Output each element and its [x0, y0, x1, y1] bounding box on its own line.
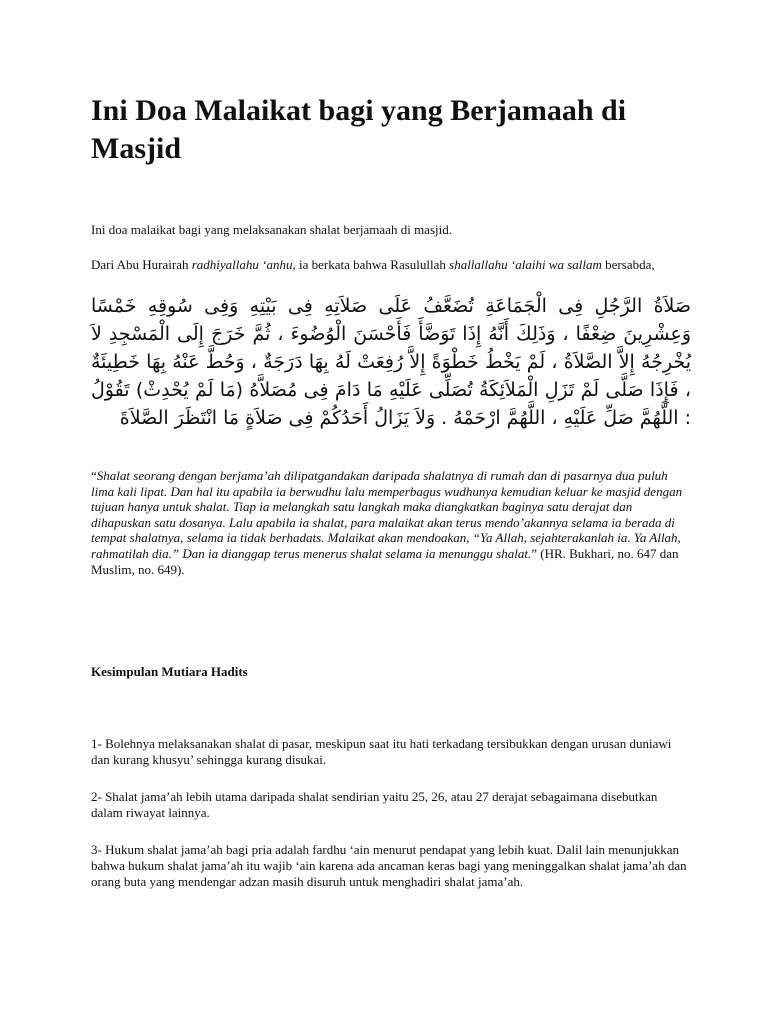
translation-citation: (HR. Bukhari, no. 647 dan Muslim, no. 649).: [91, 545, 679, 577]
narrator-mid: , ia berkata bahwa Rasulullah: [292, 257, 450, 272]
conclusion-point: 1- Bolehnya melaksanakan shalat di pasar, meskipun saat itu hati terkadang tersibukkan dengan urusan duniawi dan kurang khusyu’ sehingga kurang disukai.: [91, 736, 672, 767]
translation-body: Shalat seorang dengan berjama’ah dilipatgandakan daripada shalatnya di rumah dan di pasarnya dua puluh lima kali lipat. Dan hal itu apabila ia berwudhu lalu memperbagus wudhunya kemudian keluar ke masjid dengan tujuan hanya untuk shalat. Tiap ia melangkah satu langkah maka diangkatkan baginya satu derajat dan dihapuskan satu dosanya. Lalu apabila ia shalat, para malaikat akan terus mendo’akannya selama ia berada di tempat shalatnya, selama ia tidak berhadats. Malaikat akan mendoakan, “Ya Allah, sejahterakanlah ia. Ya Allah, rahmatilah dia.” Dan ia dianggap terus menerus shalat selama ia menunggu shalat.: [91, 468, 683, 561]
arabic-hadith-text: صَلاَةُ الرَّجُلِ فِى الْجَمَاعَةِ تُضَعَّفُ عَلَى صَلاَتِهِ فِى بَيْتِهِ وَفِى سُوقِهِ خَمْسًا وَعِشْرِينَ ضِعْفًا ، وَذَلِكَ أَنَّهُ إِذَا تَوَضَّأَ فَأَحْسَنَ الْوُضُوءَ ، ثُمَّ خَرَجَ إِلَى الْمَسْجِدِ لاَ يُخْرِجُهُ إِلاَّ الصَّلاَةُ ، لَمْ يَخْطُ خَطْوَةً إِلاَّ رُفِعَتْ لَهُ بِهَا دَرَجَةٌ ، وَحُطَّ عَنْهُ بِهَا خَطِيئَةٌ ، فَإِذَا صَلَّى لَمْ تَزَلِ الْمَلاَئِكَةُ تُصَلِّى عَلَيْهِ مَا دَامَ فِى مُصَلاَّهُ (مَا لَمْ يُحْدِثْ) تَقُوْلُ : اللَّهُمَّ صَلِّ عَلَيْهِ ، اللَّهُمَّ ارْحَمْهُ . وَلاَ يَزَالُ أَحَدُكُمْ فِى صَلاَةٍ مَا انْتَظَرَ الصَّلاَةَ: [91, 295, 691, 429]
narrator-paragraph: [91, 257, 691, 273]
translation-paragraph: [91, 468, 691, 577]
conclusion-point: 2- Shalat jama’ah lebih utama daripada shalat sendirian yaitu 25, 26, atau 27 derajat sebagaimana disebutkan dalam riwayat lainnya.: [91, 789, 658, 820]
narrator-honorific: radhiyallahu ‘anhu: [191, 257, 293, 272]
article-title: Ini Doa Malaikat bagi yang Berjamaah di Masjid: [91, 94, 627, 165]
narrator-pre: Dari Abu Hurairah: [91, 257, 192, 272]
intro-paragraph: Ini doa malaikat bagi yang melaksanakan shalat berjamaah di masjid.: [91, 222, 452, 237]
prophet-honorific: shallallahu ‘alaihi wa sallam: [449, 257, 602, 272]
narrator-post: bersabda,: [601, 257, 655, 272]
section-heading: Kesimpulan Mutiara Hadits: [91, 664, 248, 679]
translation-close-quote: ”: [531, 545, 537, 561]
translation-open-quote: “: [91, 468, 97, 483]
conclusion-point: 3- Hukum shalat jama’ah bagi pria adalah fardhu ‘ain menurut pendapat yang lebih kuat. Dalil lain menunjukkan bahwa hukum shalat jama’ah itu wajib ‘ain karena ada ancaman keras bagi yang meninggalkan shalat jama’ah dan orang buta yang mendengar adzan masih disuruh untuk menghadiri shalat jama’ah.: [91, 842, 687, 889]
